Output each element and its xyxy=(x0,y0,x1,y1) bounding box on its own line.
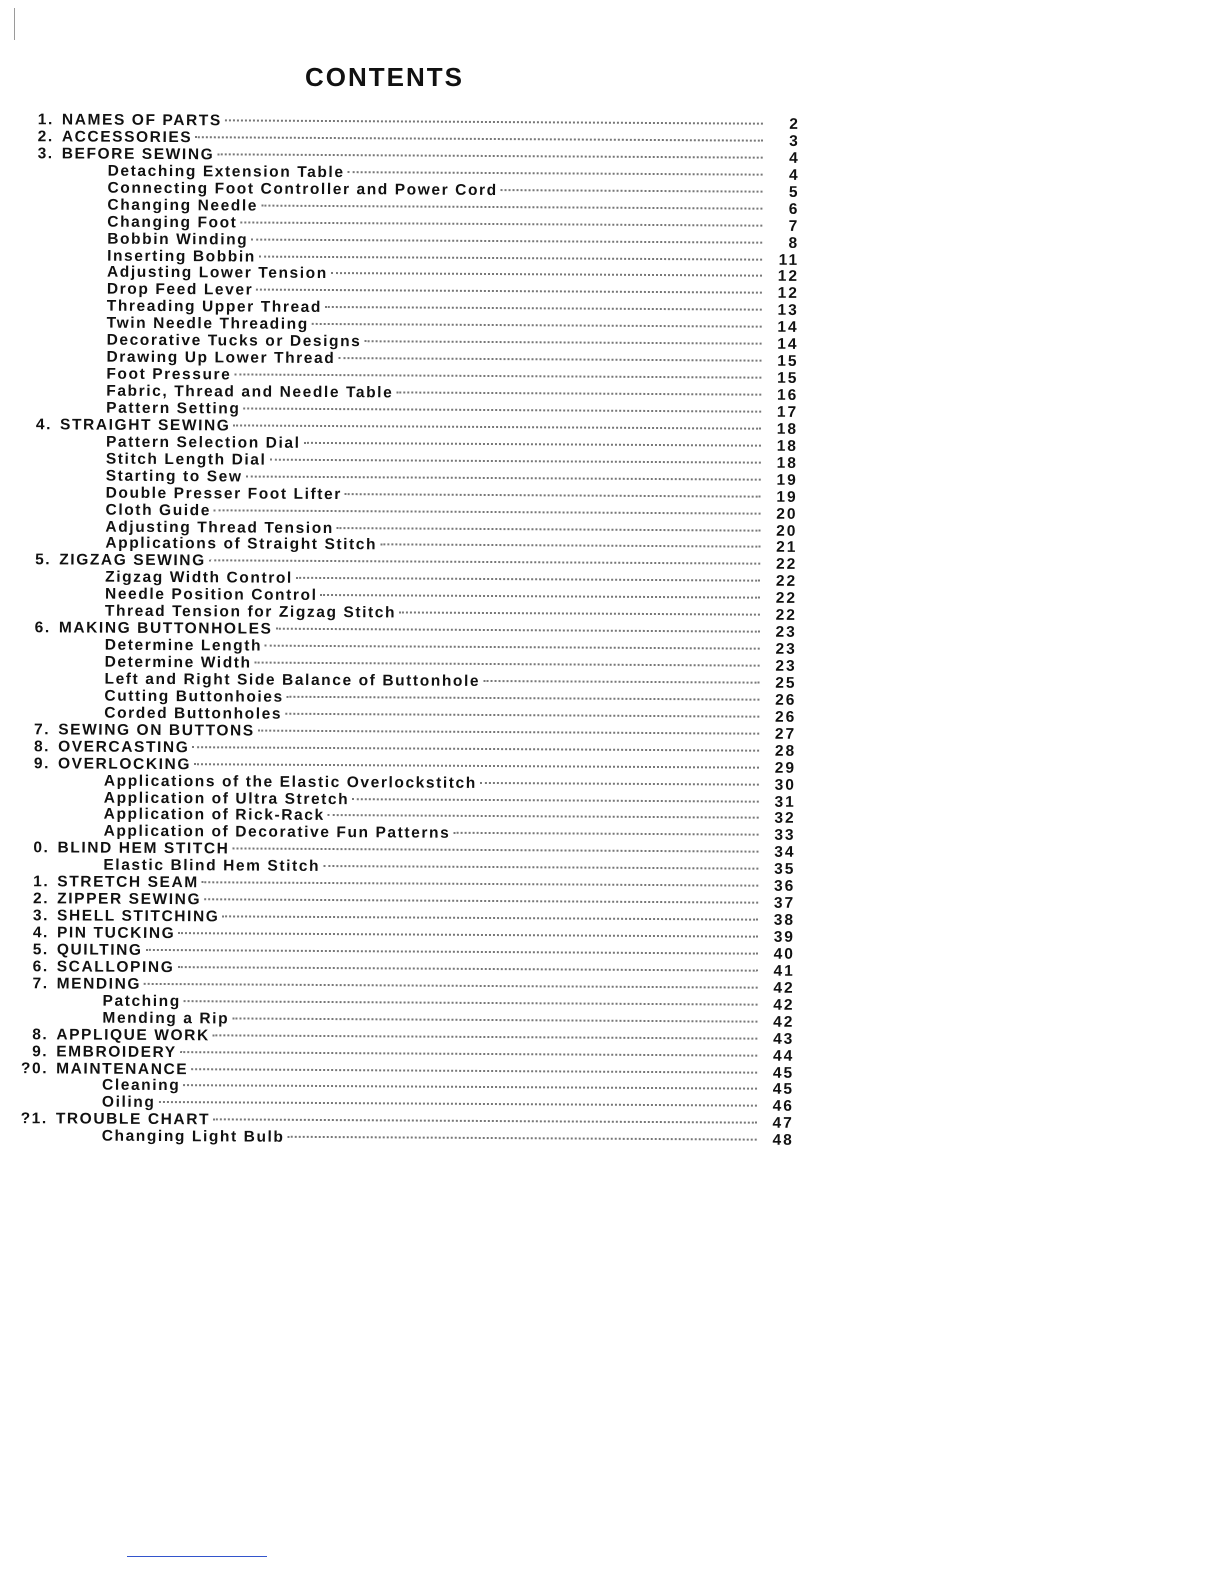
page-number: 18 xyxy=(776,420,799,438)
indent xyxy=(0,463,106,464)
indent xyxy=(0,530,105,531)
entry-label: Application of Ultra Stretch xyxy=(103,789,350,808)
indent xyxy=(0,1022,102,1023)
dot-leader xyxy=(213,1034,758,1039)
entry-label: Determine Length xyxy=(104,636,263,655)
dot-leader xyxy=(288,1136,757,1141)
page-number: 26 xyxy=(775,708,797,726)
dot-leader xyxy=(233,424,761,429)
page-number: 38 xyxy=(773,911,796,929)
page-number: 16 xyxy=(776,386,799,404)
entry-label: Application of Rick-Rack xyxy=(103,806,325,825)
page-number: 21 xyxy=(776,539,798,557)
dot-leader xyxy=(364,340,761,344)
dot-leader xyxy=(261,204,762,209)
entry-label: Oiling xyxy=(101,1094,156,1112)
page-number: 5 xyxy=(788,183,800,201)
dot-leader xyxy=(255,662,760,667)
page-number: 35 xyxy=(774,860,796,879)
entry-label: Threading Upper Thread xyxy=(106,297,323,317)
indent xyxy=(0,1140,102,1141)
indent xyxy=(0,598,105,599)
entry-label: Adjusting Thread Tension xyxy=(105,518,334,537)
section-number: 8. xyxy=(32,1025,49,1043)
dot-leader xyxy=(258,729,759,734)
page-number: 42 xyxy=(773,1013,795,1031)
section-number: 9. xyxy=(32,1042,49,1060)
section-number: 2. xyxy=(37,128,54,146)
entry-label: Pattern Setting xyxy=(106,399,241,418)
indent xyxy=(0,581,105,582)
entry-label: STRETCH SEAM xyxy=(57,873,199,892)
entry-label: SEWING ON BUTTONS xyxy=(58,721,255,740)
page-number: 4 xyxy=(788,166,800,184)
dot-leader xyxy=(325,306,762,311)
indent xyxy=(0,801,104,802)
dot-leader xyxy=(183,1085,757,1091)
page-number: 40 xyxy=(773,945,795,963)
entry-label: Thread Tension for Zigzag Stitch xyxy=(104,602,397,622)
indent xyxy=(0,785,104,786)
entry-label: PIN TUCKING xyxy=(56,924,176,943)
indent xyxy=(0,226,107,227)
page-number: 15 xyxy=(777,352,799,371)
section-number: 1. xyxy=(37,111,54,129)
section-number: ?0. xyxy=(20,1059,49,1077)
section-number: 6. xyxy=(34,619,51,637)
entry-label: EMBROIDERY xyxy=(56,1042,177,1061)
entry-label: MENDING xyxy=(56,975,142,993)
page-number: 47 xyxy=(772,1115,794,1133)
section-number: 9. xyxy=(33,754,51,772)
page-number: 13 xyxy=(777,302,799,320)
dot-leader xyxy=(338,357,761,362)
page-number: 12 xyxy=(777,268,800,286)
entry-label: Twin Needle Threading xyxy=(106,314,309,334)
dot-leader xyxy=(480,782,759,786)
dot-leader xyxy=(501,189,763,193)
entry-label: Decorative Tucks or Designs xyxy=(106,331,362,351)
entry-label: Patching xyxy=(102,992,181,1010)
dot-leader xyxy=(321,594,761,599)
page-number: 27 xyxy=(774,725,797,743)
dot-leader xyxy=(483,680,759,684)
page-number: 6 xyxy=(788,200,800,218)
entry-label: ZIPPER SEWING xyxy=(57,890,202,909)
page-title: CONTENTS xyxy=(305,62,464,92)
dot-leader xyxy=(178,932,758,938)
dot-leader xyxy=(265,645,760,650)
dot-leader xyxy=(234,373,761,378)
dot-leader xyxy=(194,763,759,768)
entry-label: ACCESSORIES xyxy=(61,128,193,147)
indent xyxy=(0,818,104,819)
footer-underline xyxy=(127,1556,267,1557)
page-number: 36 xyxy=(773,877,796,896)
page-number: 7 xyxy=(788,217,800,235)
dot-leader xyxy=(195,136,763,141)
page-number: 31 xyxy=(774,793,796,811)
entry-label: Zigzag Width Control xyxy=(105,568,293,588)
indent xyxy=(0,175,108,176)
page-number: 17 xyxy=(776,403,799,421)
entry-label: BLIND HEM STITCH xyxy=(57,839,230,858)
entry-label: Determine Width xyxy=(104,653,252,672)
dot-leader xyxy=(304,442,761,447)
dot-leader xyxy=(213,1119,757,1124)
entry-label: Drawing Up Lower Thread xyxy=(106,348,336,368)
page-number: 46 xyxy=(772,1098,794,1116)
indent xyxy=(0,547,105,548)
page-number: 41 xyxy=(773,962,795,980)
entry-label: Stitch Length Dial xyxy=(105,450,267,469)
entry-label: Adjusting Lower Tension xyxy=(106,264,328,283)
dot-leader xyxy=(312,323,762,328)
entry-label: Applications of Straight Stitch xyxy=(105,535,378,554)
entry-label: Changing Needle xyxy=(107,196,259,215)
section-number: 5. xyxy=(35,551,52,569)
dot-leader xyxy=(380,544,760,548)
page-number: 28 xyxy=(774,742,797,760)
entry-label: Drop Feed Lever xyxy=(106,281,254,299)
page-number: 8 xyxy=(788,234,800,252)
page-number: 12 xyxy=(777,285,799,303)
entry-label: Changing Light Bulb xyxy=(101,1127,285,1147)
indent xyxy=(0,649,105,650)
indent xyxy=(0,1005,103,1006)
page-number: 19 xyxy=(776,488,798,506)
dot-leader xyxy=(243,407,761,412)
page-number: 20 xyxy=(776,505,798,523)
indent xyxy=(0,310,107,311)
entry-label: STRAIGHT SEWING xyxy=(60,416,231,435)
dot-leader xyxy=(345,493,761,498)
dot-leader xyxy=(209,560,760,565)
entry-label: Inserting Bobbin xyxy=(107,247,256,266)
entry-label: MAINTENANCE xyxy=(56,1059,189,1078)
indent xyxy=(0,497,106,498)
dot-leader xyxy=(192,746,759,751)
dot-leader xyxy=(191,1068,757,1073)
indent xyxy=(0,259,107,260)
entry-label: APPLIQUE WORK xyxy=(56,1025,210,1044)
dot-leader xyxy=(396,391,761,395)
indent xyxy=(0,446,106,447)
indent xyxy=(0,192,108,193)
section-number: 4. xyxy=(35,416,53,434)
entry-label: NAMES OF PARTS xyxy=(61,111,222,130)
section-number: 7. xyxy=(32,975,49,993)
dot-leader xyxy=(146,949,758,955)
entry-label: Cutting Buttonhoies xyxy=(104,687,284,706)
page-number: 2 xyxy=(789,115,800,133)
indent xyxy=(0,1106,102,1107)
indent xyxy=(0,514,106,515)
toc-subsection-entry xyxy=(0,1127,794,1149)
dot-leader xyxy=(217,153,762,158)
dot-leader xyxy=(214,509,761,514)
entry-label: Applications of the Elastic Overlockstitch xyxy=(103,772,477,792)
entry-label: ZIGZAG SEWING xyxy=(59,551,206,570)
section-number: ?1. xyxy=(20,1110,48,1128)
indent xyxy=(0,361,106,362)
dot-leader xyxy=(399,612,760,616)
entry-label: OVERCASTING xyxy=(58,738,190,756)
indent xyxy=(0,243,107,244)
page-number: 4 xyxy=(789,149,800,167)
dot-leader xyxy=(184,1000,758,1006)
section-number: 3. xyxy=(37,145,54,163)
entry-label: Connecting Foot Controller and Power Cord xyxy=(107,179,498,199)
page-number: 23 xyxy=(775,623,797,642)
entry-label: Elastic Blind Hem Stitch xyxy=(103,856,321,876)
indent xyxy=(0,412,106,413)
dot-leader xyxy=(453,832,758,836)
dot-leader xyxy=(232,1017,757,1022)
dot-leader xyxy=(328,814,759,819)
scan-edge-mark xyxy=(14,8,15,40)
page-number: 14 xyxy=(777,319,799,337)
dot-leader xyxy=(202,881,759,886)
dot-leader xyxy=(275,628,759,633)
section-number: 2. xyxy=(32,890,50,908)
indent xyxy=(0,327,107,328)
entry-label: Needle Position Control xyxy=(104,585,318,605)
indent xyxy=(0,666,105,667)
entry-label: Cloth Guide xyxy=(105,501,212,519)
dot-leader xyxy=(144,983,758,989)
dot-leader xyxy=(285,713,759,718)
dot-leader xyxy=(204,898,758,903)
entry-label: Cleaning xyxy=(101,1077,181,1095)
section-number: 3. xyxy=(32,907,50,925)
page-number: 29 xyxy=(774,759,797,777)
entry-label: Corded Buttonholes xyxy=(104,704,283,723)
entry-label: Left and Right Side Balance of Buttonhole xyxy=(104,670,481,690)
page-number: 25 xyxy=(775,674,797,692)
indent xyxy=(0,395,106,396)
page-number: 14 xyxy=(777,335,799,354)
page-number: 48 xyxy=(772,1131,794,1150)
entry-label: Bobbin Winding xyxy=(107,230,249,249)
entry-label: OVERLOCKING xyxy=(57,754,192,773)
indent xyxy=(0,717,104,718)
page-number: 18 xyxy=(776,437,799,455)
entry-label: Application of Decorative Fun Patterns xyxy=(103,823,451,843)
page-number: 33 xyxy=(774,827,796,845)
page-number: 20 xyxy=(776,522,798,540)
indent xyxy=(0,683,105,684)
section-number: 5. xyxy=(32,941,49,959)
page-number: 30 xyxy=(774,776,796,794)
indent xyxy=(0,700,104,701)
indent xyxy=(0,344,107,345)
page-number: 3 xyxy=(789,132,800,150)
section-number: 8. xyxy=(33,737,51,756)
page-number: 45 xyxy=(772,1081,795,1099)
dot-leader xyxy=(251,238,762,243)
page-number: 22 xyxy=(775,606,797,625)
dot-leader xyxy=(323,865,758,870)
dot-leader xyxy=(348,171,763,176)
entry-label: Double Presser Foot Lifter xyxy=(105,484,342,503)
dot-leader xyxy=(337,527,761,532)
table-of-contents xyxy=(0,111,800,1149)
indent xyxy=(0,869,103,870)
dot-leader xyxy=(177,966,757,972)
page-number: 37 xyxy=(773,894,796,912)
page-number: 11 xyxy=(778,251,800,269)
page-number: 23 xyxy=(775,640,797,658)
section-number: 0. xyxy=(33,839,50,857)
indent xyxy=(0,480,106,481)
section-number: 1. xyxy=(33,873,50,891)
dot-leader xyxy=(222,915,758,920)
page-number: 22 xyxy=(775,589,798,608)
dot-leader xyxy=(246,475,761,480)
entry-label: MAKING BUTTONHOLES xyxy=(58,619,273,638)
section-number: 4. xyxy=(32,924,50,942)
indent xyxy=(0,276,107,277)
entry-label: Detaching Extension Table xyxy=(107,162,345,181)
indent xyxy=(0,378,106,379)
indent xyxy=(0,615,105,616)
entry-label: Pattern Selection Dial xyxy=(105,433,301,452)
page-number: 39 xyxy=(773,928,796,946)
dot-leader xyxy=(269,458,760,463)
dot-leader xyxy=(259,255,762,260)
entry-label: Mending a Rip xyxy=(102,1009,230,1028)
dot-leader xyxy=(296,577,760,582)
entry-label: Fabric, Thread and Needle Table xyxy=(106,382,394,402)
dot-leader xyxy=(352,798,759,802)
entry-label: SHELL STITCHING xyxy=(57,907,220,926)
page-number: 32 xyxy=(774,810,796,828)
page-number: 19 xyxy=(776,471,798,489)
page-number: 22 xyxy=(775,573,798,591)
page-number: 22 xyxy=(775,556,798,574)
entry-label: SCALLOPING xyxy=(56,958,175,976)
entry-label: Starting to Sew xyxy=(105,467,243,486)
indent xyxy=(0,209,107,210)
entry-label: TROUBLE CHART xyxy=(55,1110,211,1129)
indent xyxy=(0,293,107,294)
dot-leader xyxy=(225,119,763,124)
dot-leader xyxy=(287,696,760,701)
page-number: 42 xyxy=(773,979,795,997)
entry-label: BEFORE SEWING xyxy=(61,145,215,164)
section-number: 6. xyxy=(32,958,49,976)
dot-leader xyxy=(232,848,758,853)
dot-leader xyxy=(331,272,762,277)
entry-label: Changing Foot xyxy=(107,213,238,232)
page-number: 18 xyxy=(776,454,798,472)
indent xyxy=(0,835,104,836)
dot-leader xyxy=(180,1051,758,1057)
page-number: 26 xyxy=(775,691,797,709)
entry-label: Foot Pressure xyxy=(106,365,232,384)
entry-label: QUILTING xyxy=(56,941,143,959)
dot-leader xyxy=(240,221,762,226)
dot-leader xyxy=(158,1101,756,1107)
page-number: 44 xyxy=(772,1047,795,1065)
page-number: 43 xyxy=(773,1030,795,1048)
page-number: 15 xyxy=(777,369,799,387)
page-number: 42 xyxy=(773,996,795,1014)
page-number: 45 xyxy=(772,1064,795,1082)
page-number: 34 xyxy=(774,844,796,862)
page-number: 23 xyxy=(775,657,797,675)
dot-leader xyxy=(256,289,762,294)
section-number: 7. xyxy=(34,720,51,739)
indent xyxy=(0,1089,102,1090)
